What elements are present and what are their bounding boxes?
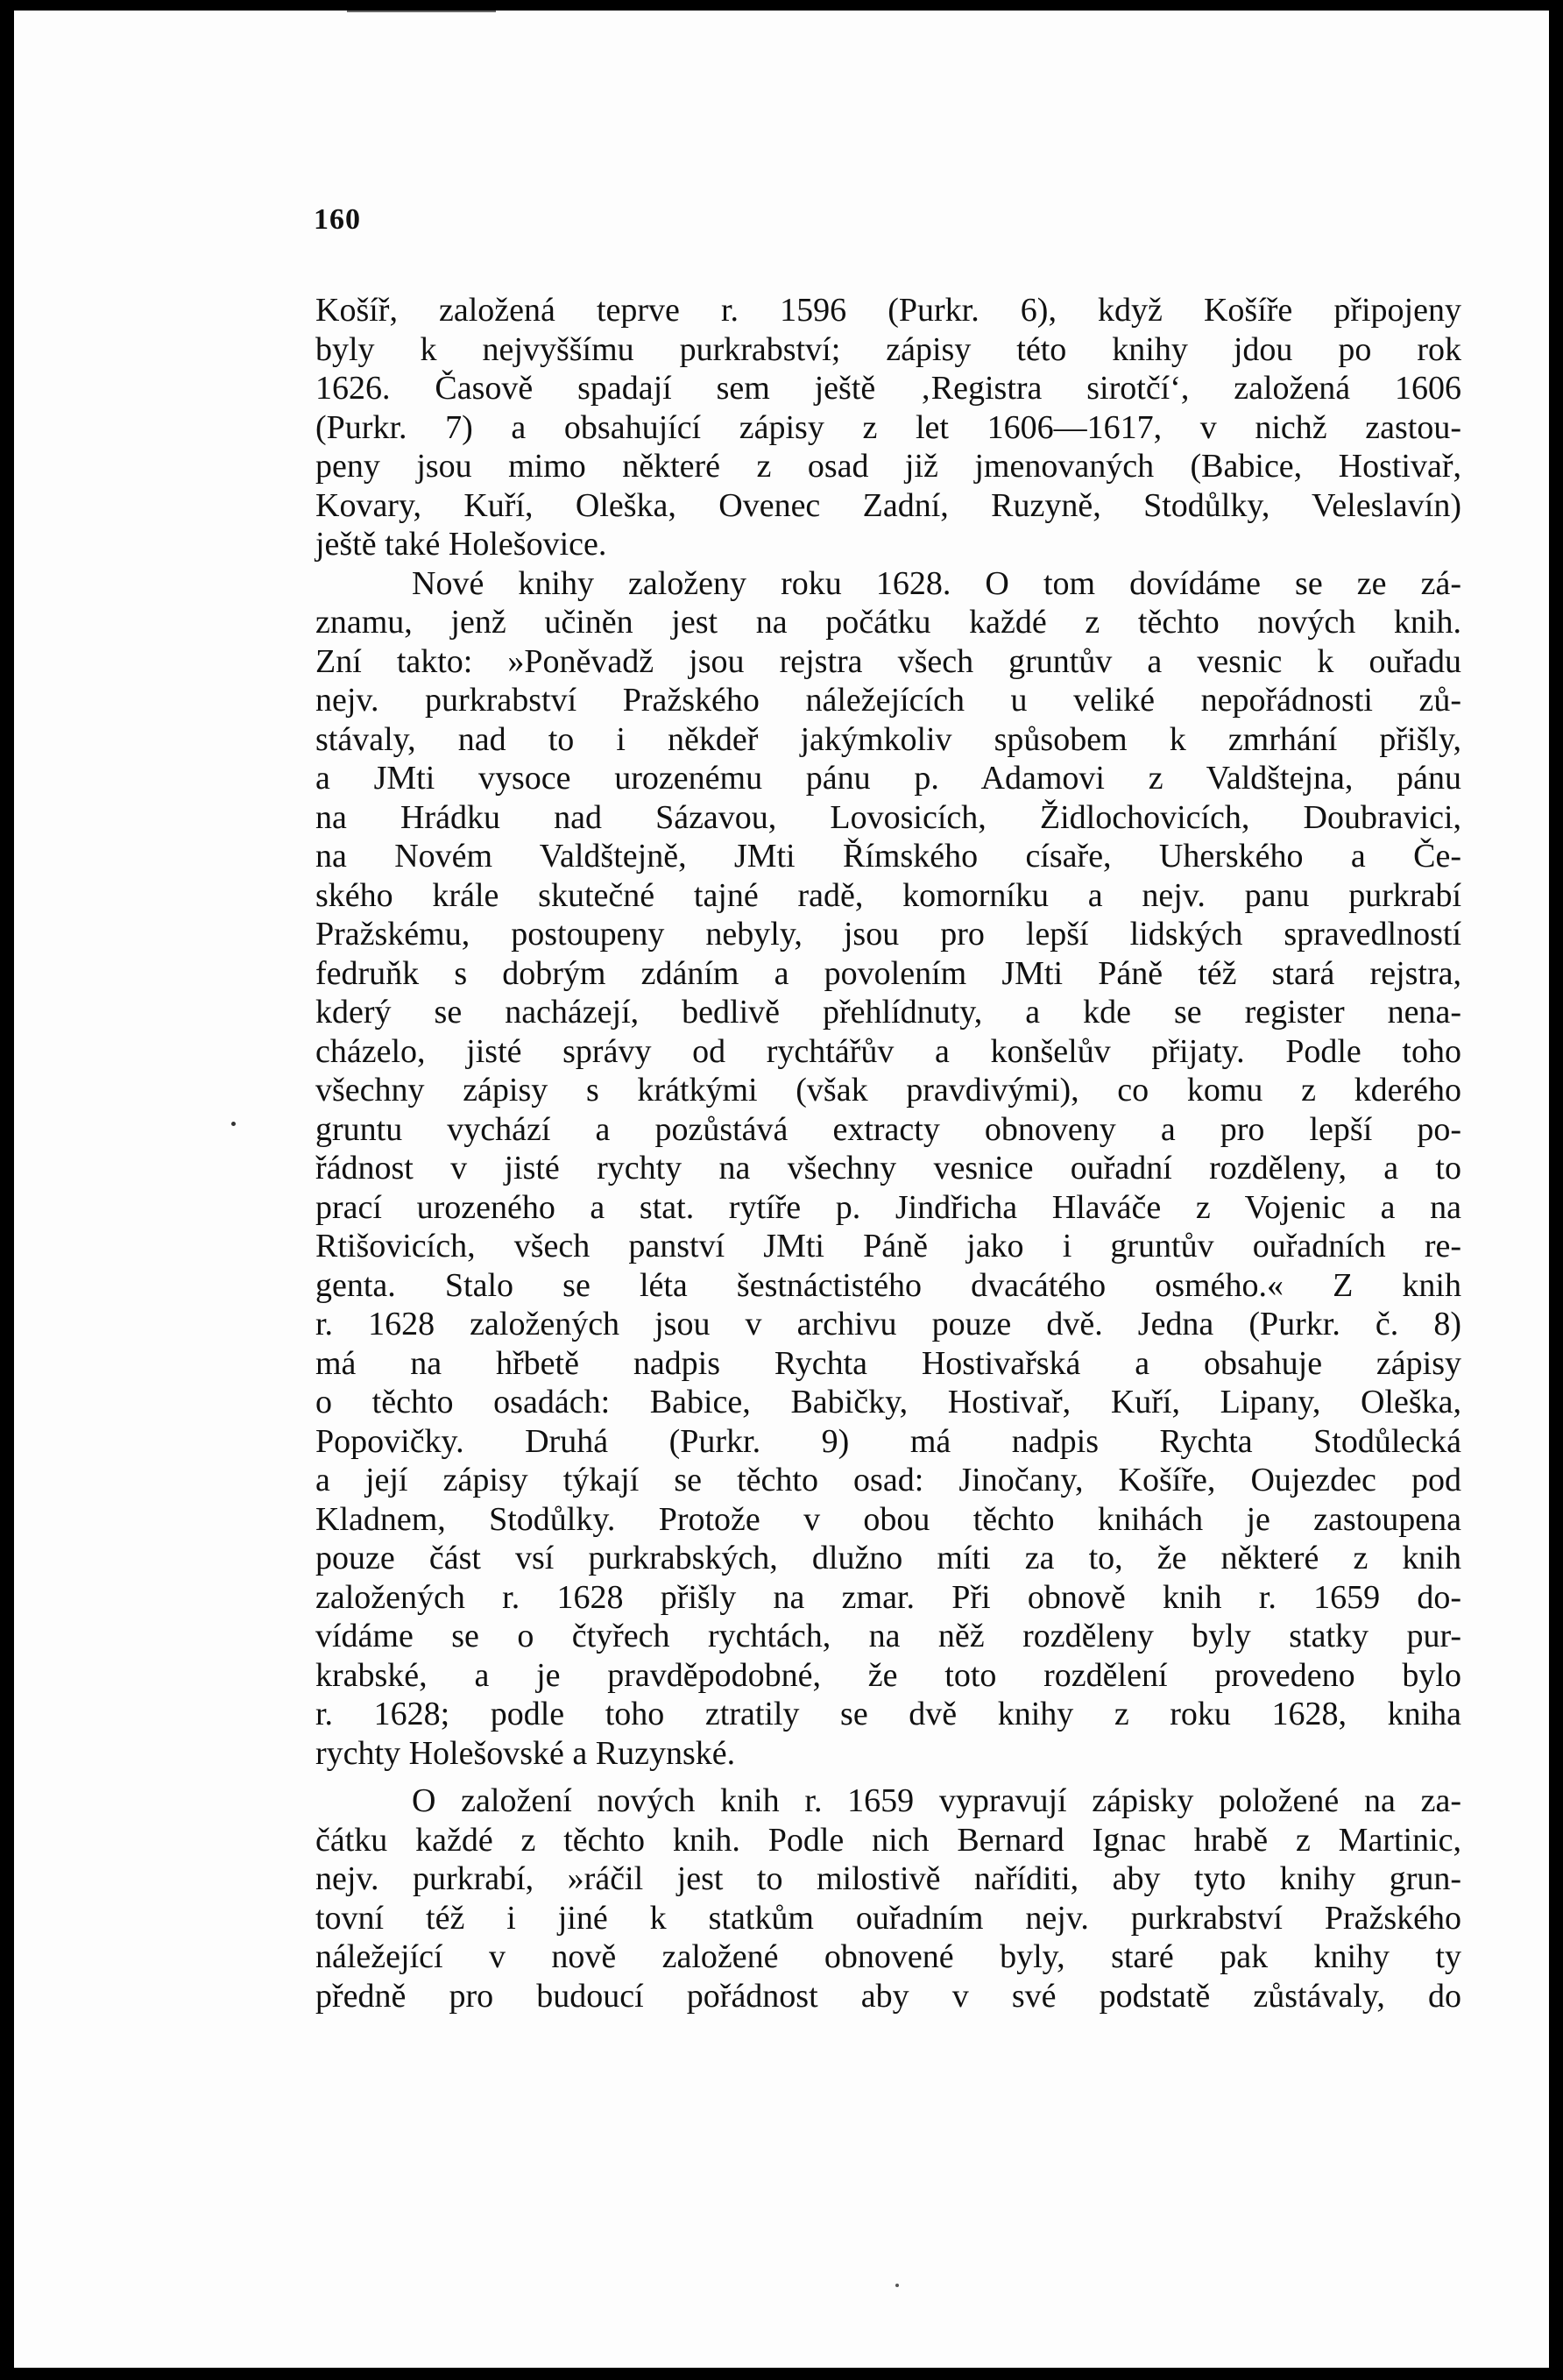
text-line: náležející v nově založené obnovené byly, staré pak knihy ty bbox=[315, 1938, 1461, 1975]
text-line: krabské, a je pravděpodobné, že toto rozdělení provedeno bylo bbox=[315, 1656, 1461, 1694]
scan-artifact bbox=[347, 11, 496, 12]
text-line: a JMti vysoce urozenému pánu p. Adamovi z Valdštejna, pánu bbox=[315, 760, 1461, 797]
text-line: a její zápisy týkají se těchto osad: Jinočany, Košíře, Oujezdec pod bbox=[315, 1462, 1461, 1498]
text-line: peny jsou mimo některé z osad již jmenovaných (Babice, Hostivař, bbox=[315, 448, 1461, 485]
text-line: na Novém Valdštejně, JMti Římského císaře, Uherského a Če- bbox=[315, 838, 1461, 875]
page-number: 160 bbox=[314, 203, 361, 236]
text-line: čátku každé z těchto knih. Podle nich Bernard Ignac hrabě z Martinic, bbox=[315, 1821, 1461, 1859]
text-line: Kladnem, Stodůlky. Protože v obou těchto knihách je zastoupena bbox=[315, 1500, 1461, 1538]
text-line: gruntu vychází a pozůstává extracty obnoveny a pro lepší po- bbox=[315, 1110, 1461, 1148]
margin-mark bbox=[231, 1122, 236, 1126]
text-line: r. 1628 založených jsou v archivu pouze dvě. Jedna (Purkr. č. 8) bbox=[315, 1306, 1461, 1342]
text-line: cházelo, jisté správy od rychtářův a konšelův přijaty. Podle toho bbox=[315, 1032, 1461, 1070]
text-line: všechny zápisy s krátkými (však pravdivými), co komu z kderého bbox=[315, 1072, 1461, 1109]
text-line: genta. Stalo se léta šestnáctistého dvacátého osmého.« Z knih bbox=[315, 1266, 1461, 1304]
text-line: Rtišovicích, všech panství JMti Páně jako i gruntův ouřadních re- bbox=[315, 1228, 1461, 1264]
paragraph-2 bbox=[315, 564, 1461, 1774]
scan-artifact bbox=[895, 2284, 899, 2287]
text-line: znamu, jenž učiněn jest na počátku každé z těchto nových knih. bbox=[315, 604, 1461, 641]
paragraph-1 bbox=[315, 291, 1461, 564]
paragraph-spacer bbox=[315, 1773, 1461, 1781]
document-page bbox=[14, 11, 1549, 2368]
text-line: řádnost v jisté rychty na všechny vesnice ouřadní rozděleny, a to bbox=[315, 1150, 1461, 1186]
text-line: založených r. 1628 přišly na zmar. Při obnově knih r. 1659 do- bbox=[315, 1578, 1461, 1616]
text-line: O založení nových knih r. 1659 vypravují zápisky položené na za- bbox=[412, 1782, 1461, 1819]
text-line: nejv. purkrabství Pražského náležejících u veliké nepořádnosti zů- bbox=[315, 682, 1461, 719]
text-line: pouze část vsí purkrabských, dlužno míti za to, že některé z knih bbox=[315, 1540, 1461, 1576]
text-line: r. 1628; podle toho ztratily se dvě knihy z roku 1628, kniha bbox=[315, 1696, 1461, 1732]
text-line: Zní takto: »Poněvadž jsou rejstra všech gruntův a vesnic k ouřadu bbox=[315, 642, 1461, 680]
body-text bbox=[315, 291, 1461, 2015]
text-line: Kovary, Kuří, Oleška, Ovenec Zadní, Ruzyně, Stodůlky, Veleslavín) bbox=[315, 486, 1461, 524]
text-line: nejv. purkrabí, »ráčil jest to milostivě naříditi, aby tyto knihy grun- bbox=[315, 1860, 1461, 1897]
text-line: ještě také Holešovice. bbox=[315, 526, 607, 563]
text-line: prací urozeného a stat. rytíře p. Jindřicha Hlaváče z Vojenic a na bbox=[315, 1188, 1461, 1226]
text-line: Pražskému, postoupeny nebyly, jsou pro lepší lidských spravedlností bbox=[315, 916, 1461, 953]
text-line: Košíř, založená teprve r. 1596 (Purkr. 6), když Košíře připojeny bbox=[315, 292, 1461, 329]
text-line: rychty Holešovské a Ruzynské. bbox=[315, 1734, 736, 1772]
text-line: na Hrádku nad Sázavou, Lovosicích, Židlochovicích, Doubravici, bbox=[315, 798, 1461, 836]
text-line: fedruňk s dobrým zdáním a povolením JMti Páně též stará rejstra, bbox=[315, 954, 1461, 992]
text-line: předně pro budoucí pořádnost aby v své podstatě zůstávaly, do bbox=[315, 1977, 1461, 2015]
text-line: ského krále skutečné tajné radě, komorníku a nejv. panu purkrabí bbox=[315, 876, 1461, 914]
text-line: tovní též i jiné k statkům ouřadním nejv. purkrabství Pražského bbox=[315, 1899, 1461, 1937]
text-line: Popovičky. Druhá (Purkr. 9) má nadpis Rychta Stodůlecká bbox=[315, 1422, 1461, 1460]
text-line: Nové knihy založeny roku 1628. O tom dovídáme se ze zá- bbox=[412, 564, 1461, 602]
text-line: o těchto osadách: Babice, Babičky, Hostivař, Kuří, Lipany, Oleška, bbox=[315, 1384, 1461, 1420]
text-line: má na hřbetě nadpis Rychta Hostivařská a obsahuje zápisy bbox=[315, 1344, 1461, 1382]
paragraph-3 bbox=[315, 1781, 1461, 2015]
text-line: 1626. Časově spadají sem ještě ‚Registra sirotčí‘, založená 1606 bbox=[315, 370, 1461, 407]
text-line: byly k nejvyššímu purkrabství; zápisy této knihy jdou po rok bbox=[315, 330, 1461, 368]
text-line: stávaly, nad to i někdeř jakýmkoliv spůsobem k zmrhání přišly, bbox=[315, 720, 1461, 758]
text-line: (Purkr. 7) a obsahující zápisy z let 1606—1617, v nichž zastou- bbox=[315, 408, 1461, 446]
text-line: kderý se nacházejí, bedlivě přehlídnuty, a kde se register nena- bbox=[315, 994, 1461, 1031]
text-line: vídáme se o čtyřech rychtách, na něž rozděleny byly statky pur- bbox=[315, 1618, 1461, 1654]
